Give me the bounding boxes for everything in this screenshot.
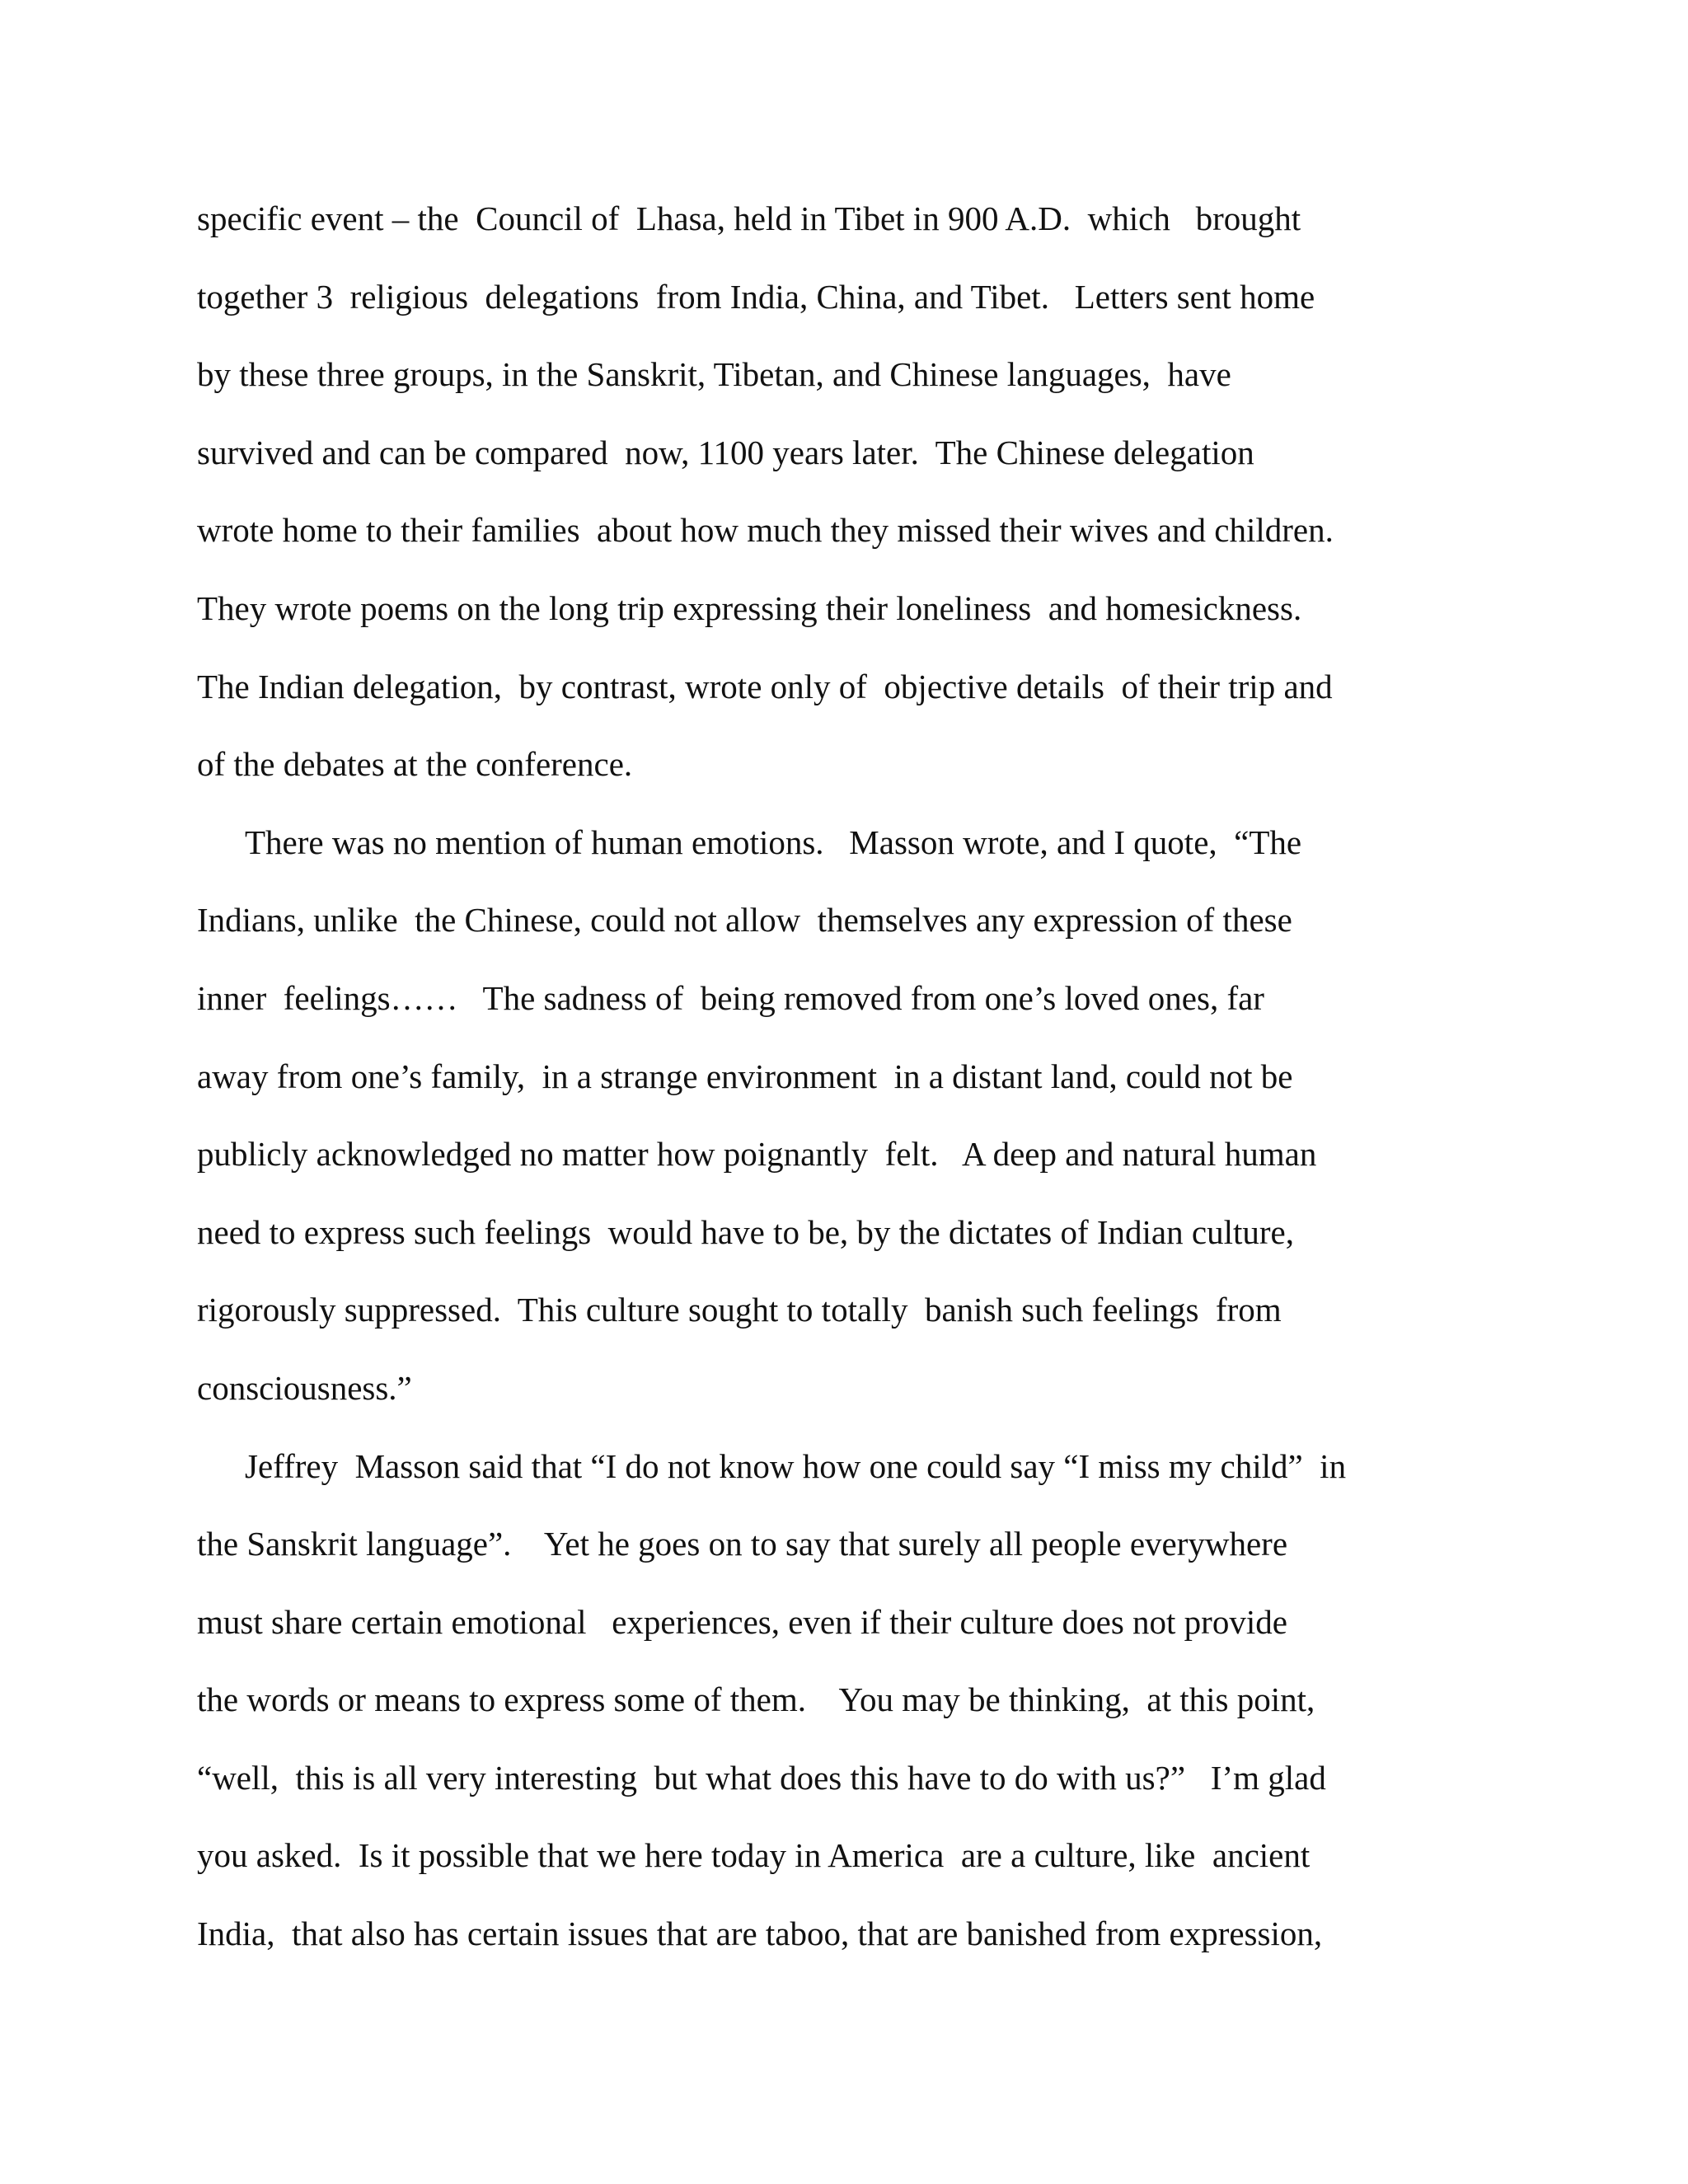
text-line: the words or means to express some of them. You may be thinking, at this point, (197, 1680, 1315, 1719)
text-line: India, that also has certain issues that are taboo, that are banished from expression, (197, 1915, 1323, 1953)
text-line: you asked. Is it possible that we here today in America are a culture, like ancient (197, 1836, 1311, 1875)
text-line: inner feelings…… The sadness of being removed from one’s loved ones, far (197, 978, 1264, 1017)
text-line: of the debates at the conference. (197, 745, 633, 784)
text-line: consciousness.” (197, 1368, 412, 1407)
text-line: The Indian delegation, by contrast, wrote only of objective details of their trip and (197, 667, 1333, 705)
text-line: Indians, unlike the Chinese, could not allow themselves any expression of these (197, 901, 1292, 940)
paragraph-start-line: There was no mention of human emotions. Masson wrote, and I quote, “The (245, 823, 1302, 861)
text-line: survived and can be compared now, 1100 years later. The Chinese delegation (197, 433, 1254, 471)
text-line: “well, this is all very interesting but what does this have to do with us?” I’m glad (197, 1758, 1326, 1797)
text-line: publicly acknowledged no matter how poignantly felt. A deep and natural human (197, 1135, 1317, 1174)
text-line: by these three groups, in the Sanskrit, Tibetan, and Chinese languages, have (197, 355, 1231, 394)
text-line: away from one’s family, in a strange environment in a distant land, could not be (197, 1057, 1293, 1095)
paragraph-start-line: Jeffrey Masson said that “I do not know how one could say “I miss my child” in (245, 1446, 1347, 1485)
text-line: need to express such feelings would have to be, by the dictates of Indian culture, (197, 1212, 1294, 1251)
body-text (197, 194, 1483, 1988)
text-line: specific event – the Council of Lhasa, held in Tibet in 900 A.D. which brought (197, 199, 1301, 237)
text-line: together 3 religious delegations from India, China, and Tibet. Letters sent home (197, 277, 1315, 316)
text-line: the Sanskrit language”. Yet he goes on to say that surely all people everywhere (197, 1525, 1288, 1563)
text-line: must share certain emotional experiences, even if their culture does not provide (197, 1602, 1287, 1641)
text-line: They wrote poems on the long trip expressing their loneliness and homesickness. (197, 588, 1302, 627)
text-line: rigorously suppressed. This culture sought to totally banish such feelings from (197, 1291, 1282, 1329)
text-line: wrote home to their families about how much they missed their wives and children. (197, 511, 1334, 550)
